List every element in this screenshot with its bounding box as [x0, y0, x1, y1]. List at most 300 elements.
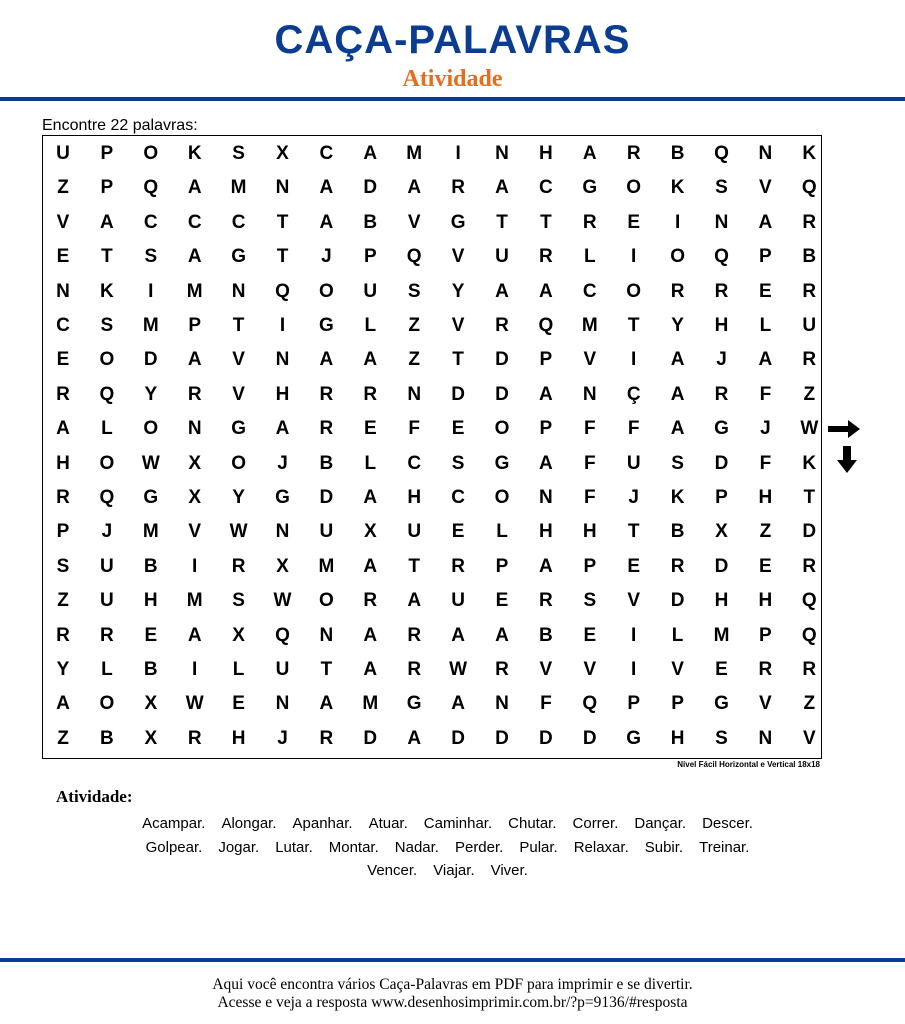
grid-cell: H [758, 487, 773, 508]
grid-cell: U [802, 315, 817, 336]
grid-cell: J [101, 521, 113, 543]
grid-cell: M [318, 555, 335, 577]
grid-cell: R [187, 727, 202, 749]
grid-cell: P [539, 418, 553, 440]
word-item: Descer. [702, 815, 753, 832]
grid-cell: E [759, 555, 772, 577]
grid-cell: K [670, 487, 685, 508]
word-item: Viver. [490, 862, 528, 879]
grid-cell: R [451, 555, 465, 577]
grid-cell: E [451, 418, 465, 440]
grid-cell: R [802, 555, 817, 577]
grid-cell: U [319, 521, 334, 543]
grid-cell: H [275, 383, 290, 405]
grid-cell: B [802, 246, 817, 268]
grid-cell: R [407, 624, 422, 646]
grid-cell: H [758, 590, 773, 612]
grid-cell: D [451, 727, 465, 749]
grid-cell: N [758, 143, 773, 164]
grid-cell: M [142, 315, 159, 336]
grid-cell: R [56, 487, 70, 508]
grid-cell: Q [801, 624, 817, 646]
grid-cell: W [273, 590, 292, 612]
grid-cell: D [495, 349, 509, 371]
grid-cell: N [275, 693, 290, 715]
grid-cell: Q [538, 315, 554, 336]
grid-cell: V [759, 177, 772, 199]
grid-cell: V [232, 383, 245, 405]
word-item: Relaxar. [573, 838, 629, 856]
grid-cell: I [148, 280, 154, 302]
activity-heading: Atividade: [56, 787, 133, 806]
grid-cell: T [627, 315, 640, 336]
grid-cell: Z [57, 727, 69, 749]
grid-cell: R [187, 383, 202, 405]
grid-cell: X [144, 693, 158, 715]
grid-cell: A [670, 383, 685, 405]
grid-cell: A [275, 418, 290, 440]
grid-cell: T [803, 487, 816, 508]
grid-cell: T [408, 555, 420, 577]
grid-cell: A [758, 349, 773, 371]
grid-cell: C [451, 487, 465, 508]
grid-cell: L [583, 246, 596, 268]
grid-cell: E [627, 211, 641, 233]
grid-cell: Z [408, 349, 420, 371]
grid-cell: G [714, 418, 729, 440]
grid-cell: A [319, 211, 334, 233]
grid-cell: M [713, 624, 730, 646]
grid-cell: L [101, 418, 113, 440]
grid-cell: N [56, 280, 70, 302]
grid-cell: V [451, 315, 465, 336]
grid-cell: O [231, 452, 246, 474]
grid-cell: Q [406, 246, 422, 268]
grid-cell: X [276, 143, 289, 164]
grid-cell: R [100, 624, 114, 646]
grid-cell: V [188, 521, 202, 543]
grid-cell: H [539, 143, 553, 164]
grid-cell: D [143, 349, 158, 371]
grid-cell: S [407, 280, 421, 302]
grid-cell: E [56, 246, 70, 268]
grid-cell: G [275, 487, 290, 508]
grid-cell: Z [57, 177, 69, 199]
grid-cell: D [495, 727, 509, 749]
grid-cell: P [56, 521, 70, 543]
grid-cell: U [451, 590, 465, 612]
grid-cell: N [495, 143, 509, 164]
grid-cell: D [319, 487, 334, 508]
grid-cell: D [802, 521, 817, 543]
grid-cell: X [188, 452, 202, 474]
grid-cell: Q [582, 693, 598, 715]
word-item: Viajar. [433, 862, 475, 879]
grid-cell: O [626, 280, 642, 302]
grid-cell: A [495, 177, 509, 199]
grid-cell: U [495, 246, 509, 268]
grid-cell: G [406, 693, 422, 715]
grid-cell: I [192, 555, 198, 577]
grid-cell: R [56, 624, 70, 646]
grid-cell: F [540, 693, 552, 715]
word-item: Vencer. [367, 862, 418, 879]
grid-cell: T [101, 246, 113, 268]
word-item: Alongar. [221, 815, 277, 832]
grid-cell: W [449, 659, 468, 680]
grid-cell: W [229, 521, 248, 543]
grid-cell: E [627, 555, 641, 577]
grid-cell: F [583, 452, 596, 474]
grid-cell: G [582, 177, 598, 199]
grid-cell: E [363, 418, 377, 440]
grid-cell: A [363, 349, 378, 371]
grid-cell: I [631, 659, 637, 680]
grid-cell: O [670, 246, 685, 268]
grid-cell: O [319, 590, 334, 612]
grid-cell: Y [144, 383, 158, 405]
grid-cell: M [186, 590, 203, 612]
page-subtitle: Atividade [402, 66, 503, 92]
grid-cell: R [407, 659, 422, 680]
grid-cell: R [670, 280, 685, 302]
grid-cell: P [759, 624, 772, 646]
instruction-text: Encontre 22 palavras: [42, 117, 198, 134]
grid-cell: A [319, 349, 334, 371]
word-item: Jogar. [218, 838, 260, 856]
grid-cell: B [143, 555, 158, 577]
grid-cell: P [188, 315, 202, 336]
grid-cell: U [100, 590, 114, 612]
grid-cell: Q [801, 177, 817, 199]
grid-cell: P [583, 555, 597, 577]
grid-cell: F [408, 418, 420, 440]
grid-cell: A [758, 211, 773, 233]
grid-cell: V [627, 590, 641, 612]
grid-cell: P [627, 693, 641, 715]
grid-cell: O [319, 280, 334, 302]
grid-cell: T [627, 521, 640, 543]
grid-cell: U [363, 280, 378, 302]
grid-cell: G [231, 246, 246, 268]
grid-cell: D [714, 452, 729, 474]
grid-cell: R [539, 246, 553, 268]
grid-cell: C [56, 315, 70, 336]
grid-cell: H [231, 727, 246, 749]
grid-cell: W [185, 693, 204, 715]
grid-cell: H [582, 521, 597, 543]
grid-cell: L [496, 521, 508, 543]
grid-cell: A [187, 246, 202, 268]
grid-cell: N [539, 487, 553, 508]
grid-cell: N [582, 383, 597, 405]
grid-cell: V [407, 211, 421, 233]
grid-cell: A [319, 177, 334, 199]
word-item: Subir. [644, 838, 684, 856]
grid-cell: J [760, 418, 771, 440]
grid-cell: N [319, 624, 334, 646]
grid-cell: R [670, 555, 685, 577]
grid-cell: U [56, 143, 70, 164]
grid-cell: O [494, 487, 510, 508]
grid-cell: G [231, 418, 246, 440]
grid-cell: P [363, 246, 377, 268]
arrow-down-icon [836, 446, 858, 474]
grid-cell: Y [451, 280, 465, 302]
grid-cell: D [582, 727, 597, 749]
grid-cell: C [582, 280, 597, 302]
grid-cell: R [714, 383, 729, 405]
grid-cell: B [670, 521, 685, 543]
grid-cell: I [631, 624, 637, 646]
grid-cell: M [362, 693, 379, 715]
grid-cell: P [495, 555, 509, 577]
grid-cell: S [232, 143, 245, 164]
grid-cell: A [539, 383, 553, 405]
grid-cell: Ç [626, 383, 641, 405]
grid-cell: R [802, 211, 817, 233]
grid-cell: R [363, 383, 378, 405]
grid-cell: D [495, 383, 509, 405]
grid-cell: V [583, 659, 597, 680]
grid-cell: S [56, 555, 70, 577]
grid-cell: P [100, 143, 114, 164]
grid-cell: J [277, 727, 288, 749]
grid-cell: P [539, 349, 553, 371]
grid-cell: T [232, 315, 245, 336]
grid-cell: R [758, 659, 773, 680]
grid-cell: X [144, 727, 158, 749]
word-item: Acampar. [142, 815, 206, 832]
grid-cell: Z [803, 693, 816, 715]
grid-cell: A [56, 693, 70, 715]
grid-cell: D [451, 383, 465, 405]
grid-cell: V [539, 659, 553, 680]
grid-cell: X [363, 521, 377, 543]
grid-cell: B [539, 624, 553, 646]
grid-cell: R [231, 555, 246, 577]
grid-cell: R [802, 280, 817, 302]
grid-cell: A [407, 177, 422, 199]
word-item: Pular. [519, 838, 558, 856]
grid-cell: G [714, 693, 729, 715]
grid-cell: U [100, 555, 114, 577]
grid-cell: R [582, 211, 597, 233]
grid-cell: N [275, 177, 290, 199]
grid-cell: I [192, 659, 198, 680]
grid-cell: K [187, 143, 202, 164]
grid-cell: I [279, 315, 286, 336]
grid-cell: K [802, 143, 817, 164]
grid-cell: Q [99, 487, 115, 508]
grid-cell: S [144, 246, 158, 268]
grid-cell: O [99, 452, 115, 474]
footer-line-2: Acesse e veja a resposta www.desenhosimprimir.com.br/?p=9136/#resposta [217, 994, 688, 1011]
grid-cell: E [56, 349, 70, 371]
grid-cell: H [539, 521, 553, 543]
grid-cell: K [670, 177, 685, 199]
footer-divider [0, 958, 905, 962]
word-item: Atuar. [368, 815, 408, 832]
word-search-grid [42, 135, 822, 759]
grid-cell: L [232, 659, 245, 680]
grid-cell: N [714, 211, 729, 233]
grid-cell: C [539, 177, 553, 199]
grid-cell: N [407, 383, 422, 405]
grid-cell: I [674, 211, 681, 233]
grid-cell: R [319, 727, 334, 749]
grid-cell: R [802, 659, 817, 680]
grid-cell: O [626, 177, 642, 199]
grid-cell: B [319, 452, 334, 474]
grid-cell: T [452, 349, 464, 371]
grid-cell: S [671, 452, 684, 474]
grid-cell: D [539, 727, 553, 749]
grid-cell: V [56, 211, 70, 233]
grid-cell: A [451, 693, 465, 715]
grid-cell: B [363, 211, 378, 233]
grid-cell: S [451, 452, 465, 474]
grid-cell: M [186, 280, 203, 302]
grid-cell: A [363, 555, 378, 577]
grid-cell: I [631, 246, 637, 268]
grid-cell: E [583, 624, 597, 646]
word-item: Chutar. [508, 815, 557, 832]
word-item: Montar. [328, 838, 379, 856]
grid-cell: C [231, 211, 246, 233]
grid-cell: H [407, 487, 422, 508]
grid-cell: A [495, 624, 509, 646]
grid-cell: W [141, 452, 160, 474]
word-item: Lutar. [275, 838, 313, 856]
grid-cell: T [540, 211, 552, 233]
grid-cell: O [494, 418, 510, 440]
word-item: Treinar. [699, 838, 750, 856]
grid-cell: D [363, 727, 378, 749]
grid-cell: F [583, 487, 596, 508]
grid-cell: B [143, 659, 158, 680]
grid-cell: Z [803, 383, 816, 405]
grid-cell: I [455, 143, 461, 164]
grid-cell: M [230, 177, 247, 199]
grid-cell: A [56, 418, 70, 440]
grid-cell: G [450, 211, 466, 233]
grid-cell: G [143, 487, 159, 508]
grid-cell: E [144, 624, 158, 646]
grid-cell: J [277, 452, 288, 474]
grid-cell: A [582, 143, 597, 164]
grid-cell: E [495, 590, 509, 612]
grid-cell: L [671, 624, 684, 646]
word-list [60, 812, 835, 883]
grid-cell: R [626, 143, 641, 164]
grid-cell: M [406, 143, 423, 164]
grid-cell: U [275, 659, 290, 680]
grid-cell: A [319, 693, 334, 715]
grid-cell: Z [57, 590, 69, 612]
grid-cell: E [232, 693, 245, 715]
grid-cell: N [495, 693, 509, 715]
grid-cell: A [495, 280, 509, 302]
grid-cell: Q [275, 280, 290, 302]
grid-cell: A [100, 211, 114, 233]
grid-cell: G [319, 315, 334, 336]
grid-cell: C [319, 143, 334, 164]
grid-cell: H [714, 590, 729, 612]
grid-cell: C [143, 211, 158, 233]
grid-cell: Z [759, 521, 772, 543]
grid-cell: H [714, 315, 729, 336]
grid-cell: R [363, 590, 378, 612]
grid-cell: U [626, 452, 641, 474]
grid-cell: M [581, 315, 598, 336]
grid-cell: N [275, 349, 290, 371]
grid-cell: H [56, 452, 70, 474]
grid-cell: Q [801, 590, 817, 612]
grid-cell: Q [275, 624, 290, 646]
grid-cell: R [451, 177, 465, 199]
grid-cell: A [539, 452, 553, 474]
arrow-right-icon [828, 419, 862, 439]
grid-cell: F [627, 418, 640, 440]
grid-cell: S [583, 590, 597, 612]
word-item: Nadar. [394, 838, 439, 856]
page-title: CAÇA-PALAVRAS [274, 18, 631, 62]
grid-cell: A [187, 624, 202, 646]
grid-cell: D [670, 590, 685, 612]
grid-cell: A [363, 487, 378, 508]
grid-cell: A [363, 659, 378, 680]
grid-cell: J [628, 487, 639, 508]
grid-cell: O [143, 418, 159, 440]
grid-cell: Q [143, 177, 159, 199]
grid-cell: G [494, 452, 510, 474]
grid-cell: A [670, 349, 685, 371]
grid-cell: H [143, 590, 158, 612]
grid-cell: M [142, 521, 159, 543]
grid-cell: L [364, 315, 377, 336]
grid-cell: Q [99, 383, 115, 405]
grid-cell: Q [714, 246, 729, 268]
grid-cell: T [276, 246, 289, 268]
grid-cell: T [320, 659, 333, 680]
grid-cell: N [758, 727, 773, 749]
grid-cell: I [631, 349, 637, 371]
grid-cell: O [99, 693, 115, 715]
grid-cell: A [187, 349, 202, 371]
grid-cell: N [231, 280, 246, 302]
grid-cell: U [407, 521, 422, 543]
grid-cell: V [671, 659, 684, 680]
grid-cell: P [100, 177, 114, 199]
word-item: Correr. [572, 815, 619, 832]
grid-cell: E [715, 659, 728, 680]
grid-cell: S [232, 590, 245, 612]
grid-cell: R [495, 315, 509, 336]
grid-cell: V [232, 349, 245, 371]
grid-cell: P [715, 487, 728, 508]
grid-cell: G [626, 727, 642, 749]
grid-cell: K [100, 280, 114, 302]
grid-cell: S [715, 177, 728, 199]
grid-cell: F [583, 418, 596, 440]
grid-cell: H [670, 727, 685, 749]
difficulty-note: Nível Fácil Horizontal e Vertical 18x18 [677, 760, 820, 769]
grid-cell: R [495, 659, 509, 680]
grid-cell: K [802, 452, 817, 474]
grid-cell: T [496, 211, 508, 233]
grid-cell: W [800, 418, 819, 440]
